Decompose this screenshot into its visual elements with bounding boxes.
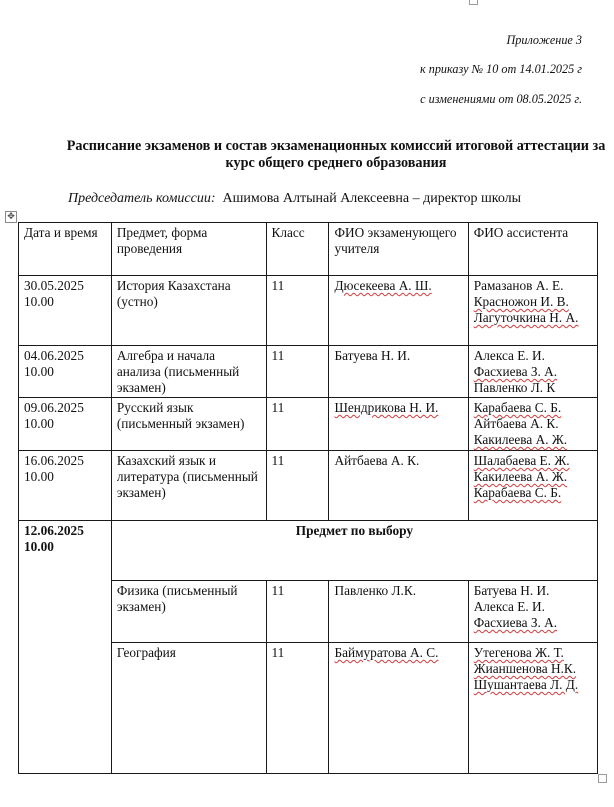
exam-schedule-table [18,222,598,774]
cell-datetime [19,346,112,398]
cell-subject: Казахский язык и литература (письменный экзамен) [111,451,266,521]
assistant-name: Фасхиева З. А. [473,615,558,630]
assistant-name: Красножон И. В. [473,294,569,309]
cell-examiner [329,398,468,451]
examiner-name: Дюсекеева А. Ш. [334,278,432,293]
cell-subject: География [111,643,266,774]
cell-subject: Алгебра и начала анализа (письменный экзамен) [111,346,266,398]
cell-datetime [19,276,112,346]
cell-subject: История Казахстана (устно) [111,276,266,346]
cell-assistants [468,643,597,774]
cell-datetime [19,451,112,521]
assistant-name: Павленко Л. К [473,380,556,395]
chair-label: Председатель комиссии: [68,191,216,206]
table-header-row [19,223,598,276]
cell-class: 11 [266,398,329,451]
examiner-name: Шендрикова Н. И. [334,400,439,415]
assistant-name: Лагуточкина Н. А. [473,310,579,325]
exam-date: 30.05.2025 [24,278,84,293]
exam-time: 10.00 [24,539,54,554]
examiner-name: Батуева Н. И. [334,348,411,363]
cell-assistants [468,581,597,643]
exam-time: 10.00 [24,469,54,484]
assistant-name: Какилеева А. Ж. [473,432,568,447]
assistant-name: Утегенова Ж. Т. [473,645,564,660]
cell-class: 11 [266,643,329,774]
assistant-name: Фасхиева З. А. [473,364,558,379]
assistant-name: Карабаева С. Б. [473,400,562,415]
changes-reference: с изменениями от 08.05.2025 г. [420,92,582,106]
appendix-label: Приложение 3 [506,33,582,47]
header-date: Дата и время [19,223,112,276]
table-row [19,451,598,521]
cell-examiner [329,451,468,521]
header-examiner: ФИО экзаменующего учителя [329,223,468,276]
header-assistant: ФИО ассистента [468,223,597,276]
assistant-name: Алекса Е. И. [473,348,545,363]
header-class: Класс [266,223,329,276]
table-resize-handle[interactable] [598,774,607,783]
cell-class: 11 [266,581,329,643]
cell-class: 11 [266,346,329,398]
table-row [19,346,598,398]
assistant-name: Рамазанов А. Е. [473,278,564,293]
examiner-name: Айтбаева А. К. [334,453,420,468]
assistant-name: Жианшенова Н.К. [473,661,577,676]
exam-time: 10.00 [24,294,54,309]
exam-date: 09.06.2025 [24,400,84,415]
table-move-handle-icon[interactable]: ✥ [5,211,17,223]
chair-value: Ашимова Алтынай Алексеевна – директор школы [222,191,522,206]
exam-date: 12.06.2025 [24,523,84,538]
cell-class: 11 [266,451,329,521]
page-top-handle[interactable] [469,0,478,5]
cell-assistants [468,276,597,346]
cell-assistants [468,398,597,451]
elective-heading-row [19,521,598,581]
cell-examiner [329,346,468,398]
cell-elective-datetime [19,521,112,774]
cell-assistants [468,346,597,398]
exam-date: 16.06.2025 [24,453,84,468]
assistant-name: Алекса Е. И. [473,599,545,614]
commission-chair [68,191,521,207]
assistant-name: Айтбаева А. К. [473,416,559,431]
exam-date: 04.06.2025 [24,348,84,363]
table-row [19,276,598,346]
document-title: Расписание экзаменов и состав экзаменационных комиссий итоговой аттестации за курс общего среднего образования [66,138,606,171]
assistant-name: Батуева Н. И. [473,583,550,598]
exam-time: 10.00 [24,416,54,431]
cell-class: 11 [266,276,329,346]
elective-heading: Предмет по выбору [111,521,597,581]
assistant-name: Шалабаева Е. Ж. [473,453,570,468]
header-subject: Предмет, форма проведения [111,223,266,276]
cell-subject: Физика (письменный экзамен) [111,581,266,643]
cell-assistants [468,451,597,521]
cell-examiner [329,581,468,643]
cell-examiner [329,643,468,774]
assistant-name: Карабаева С. Б. [473,485,562,500]
examiner-name: Баймуратова А. С. [334,645,439,660]
cell-datetime [19,398,112,451]
table-row [19,398,598,451]
order-reference: к приказу № 10 от 14.01.2025 г [419,62,582,76]
exam-time: 10.00 [24,364,54,379]
cell-examiner [329,276,468,346]
cell-subject: Русский язык (письменный экзамен) [111,398,266,451]
examiner-name: Павленко Л.К. [334,583,417,598]
assistant-name: Какилеева А. Ж. [473,469,568,484]
assistant-name: Шушантаева Л. Д. [473,677,579,692]
